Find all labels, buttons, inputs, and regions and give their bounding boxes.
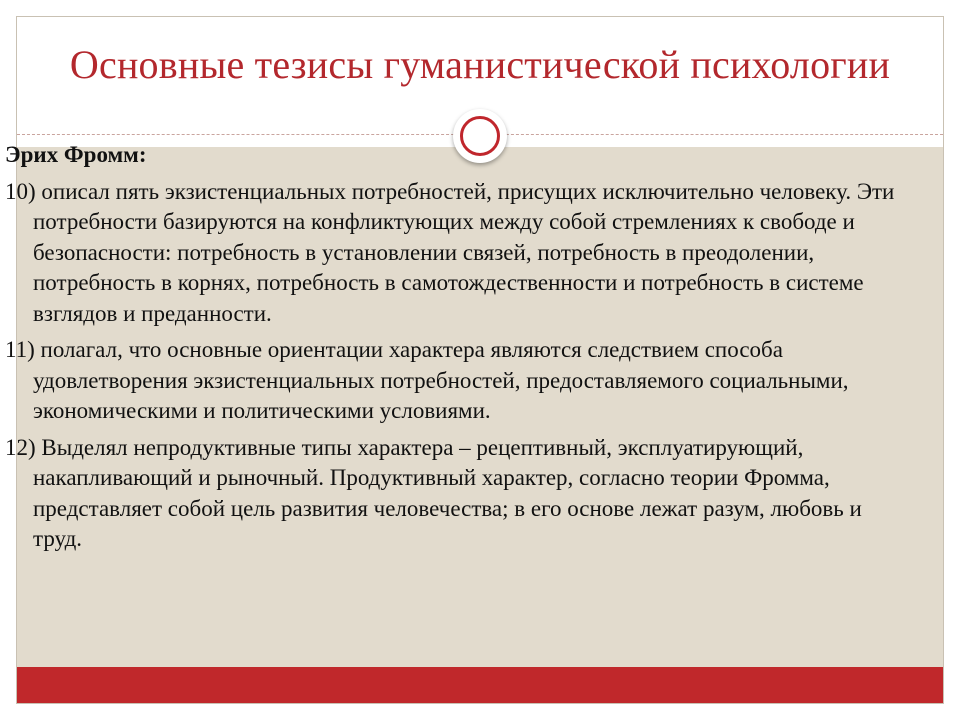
paragraph-12: 12) Выделял непродуктивные типы характера – рецептивный, эксплуатирующий, накапливающий и рыночный. Продуктивный характер, согласно теории Фромма, представляет собой цель развития человечества; в его основе лежат разум, любовь и труд. (5, 434, 862, 551)
author-heading: Эрих Фромм: (5, 142, 147, 167)
slide-title: Основные тезисы гуманистической психологии (69, 42, 891, 87)
bottom-accent-bar (17, 667, 943, 703)
paragraph-11: 11) полагал, что основные ориентации характера являются следствием способа удовлетворения экзистенциальных потребностей, предоставляемого социальными, экономическими и политическими условиями. (5, 337, 849, 423)
paragraph-10: 10) описал пять экзистенциальных потребностей, присущих исключительно человеку. Эти потребности базируются на конфликтующих между собой стремлениях к свободе и безопасности: потребность в установлении связей, потребность в преодолении, потребность в корнях, потребность в самотождественности и потребность в системе взглядов и преданности. (5, 178, 895, 326)
slide-body (5, 140, 915, 561)
